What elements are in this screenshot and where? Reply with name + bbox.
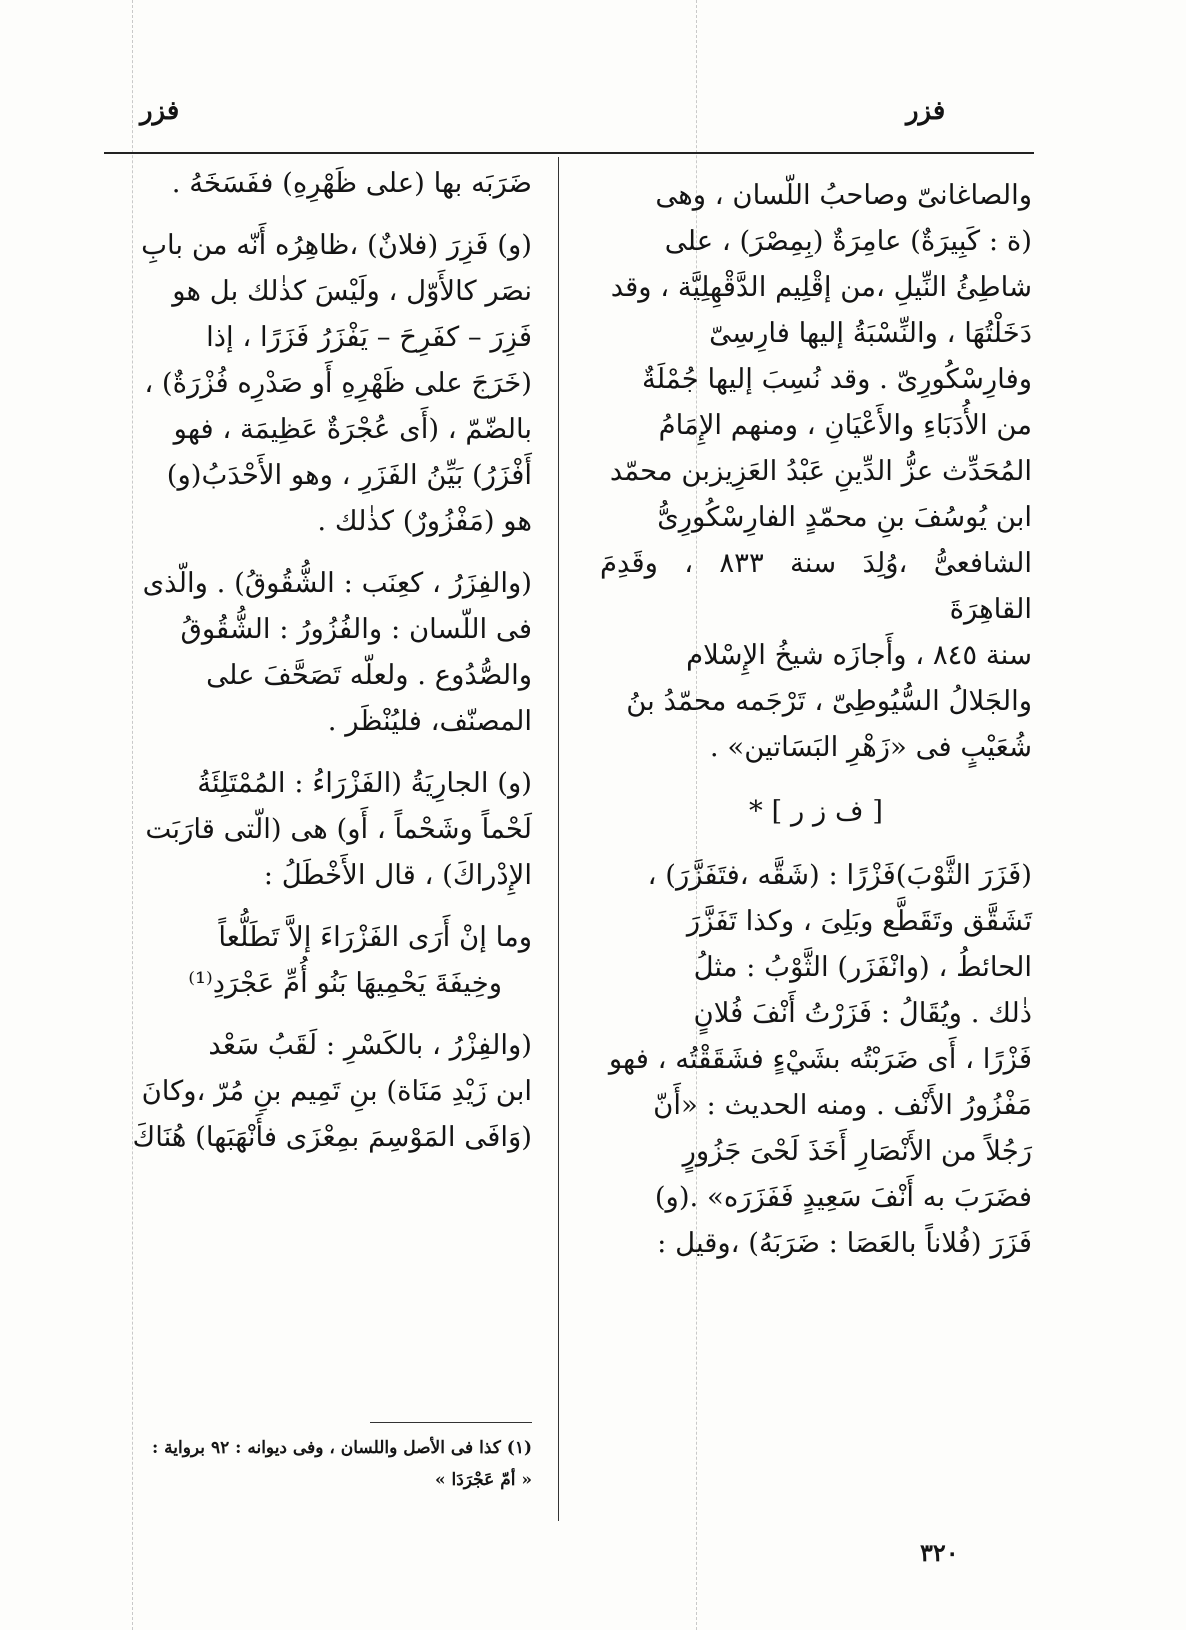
text-line: والصاغانىّ وصاحبُ اللّسان ، وهى xyxy=(655,179,1032,211)
right-column xyxy=(600,172,1032,1266)
text-line: (و) فَزِرَ (فلانٌ) ،ظاهِرُه أَنّه من بابِ xyxy=(141,229,532,261)
text-line: الإِدْراكَ) ، قال الأَخْطَلُ : xyxy=(263,859,532,891)
text-line: بالضّمّ ، (أَى عُجْرَةٌ عَظِيمَة ، فهو xyxy=(173,413,532,445)
entry-title: [ ف ز ر ] * xyxy=(749,795,883,827)
text-line: والصُّدُوع . ولعلّه تَصَحَّفَ على xyxy=(206,659,532,691)
paragraph-gap xyxy=(112,544,532,560)
text-line: (والفِزْرُ ، بالكَسْرِ : لَقَبُ سَعْد xyxy=(208,1029,532,1061)
poetry-verse-first: وما إنْ أَرَى الفَزْرَاءَ إلاَّ تَطَلُّعاً xyxy=(218,921,532,953)
text-line: المُحَدِّث عزُّ الدِّينِ عَبْدُ العَزِيزبن محمّد xyxy=(609,455,1032,487)
header-right-word: فزر xyxy=(906,96,946,126)
poetry-verse-second: وخِيفَةَ يَحْمِيهَا بَنُو أُمِّ عَجْرَدِ⁽¹⁾ xyxy=(188,967,502,999)
page-number: ٣٢٠ xyxy=(920,1538,959,1567)
text-line: فَزْرًا ، أَى ضَرَبْتُه بشَيْءٍ فشَقَقْتُه ، فهو xyxy=(608,1043,1032,1075)
text-line: ابن زَيْدِ مَنَاة) بنِ تَمِيم بنِ مُرّ ،وكانَ xyxy=(141,1075,532,1107)
text-line: (ة : كَبِيرَةٌ) عامِرَةٌ (بِمِصْرَ) ، على xyxy=(664,225,1032,257)
paragraph-gap xyxy=(112,206,532,222)
text-line: من الأُدَبَاءِ والأَعْيَانِ ، ومنهم الإِمَامُ xyxy=(658,409,1032,441)
header-rule xyxy=(104,152,1034,154)
text-line: وفارِسْكُورِىّ . وقد نُسِبَ إليها جُمْلَةٌ xyxy=(642,363,1032,395)
left-column xyxy=(112,160,532,1160)
text-line: نصَر كالأَوّل ، ولَيْسَ كذٰلك بل هو xyxy=(172,275,532,307)
text-line: (وَافَى المَوْسِمَ بمِعْزَى فأَنْهَبَها) هُنَاكَ xyxy=(132,1121,532,1153)
text-line: فى اللّسان : والفُزُورُ : الشُّقُوقُ xyxy=(180,613,532,645)
text-line: (والفِزَرُ ، كعِنَب : الشُّقُوقُ) . والّذى xyxy=(142,567,532,599)
text-line: سنة ٨٤٥ ، وأَجازَه شيخُ الإِسْلام xyxy=(686,639,1032,671)
text-line: أَفْزَرُ) بَيِّنُ الفَزَرِ ، وهو الأَحْدَبُ(و) xyxy=(166,459,532,491)
text-line: (و) الجارِيَةُ (الفَزْرَاءُ : المُمْتَلِئَةُ xyxy=(197,767,532,799)
text-line: (فَزَرَ الثَّوْبَ)فَزْرًا : (شَقَّه ،فتَفَزَّرَ) ، xyxy=(647,859,1032,891)
text-line: شاطِئُ النِّيلِ ،من إقْلِيم الدَّقْهِلِيَّة ، وقد xyxy=(610,271,1032,303)
text-line: المصنّف، فليُنْظَر . xyxy=(327,705,532,737)
paragraph-gap xyxy=(112,898,532,914)
text-line: (خَرَجَ على ظَهْرِهِ أَو صَدْرِه فُزْرَةٌ) ، xyxy=(144,367,532,399)
paragraph-gap xyxy=(112,1006,532,1022)
header-left-word: فزر xyxy=(140,96,180,126)
text-line: دَخَلْتُهَا ، والنِّسْبَةُ إليها فارِسِىّ xyxy=(709,317,1032,349)
text-line: لَحْماً وشَحْماً ، أَو) هى (الّتى قارَبَت xyxy=(145,813,532,845)
text-line: ضَرَبَه بها (على ظَهْرِهِ) ففَسَخَهُ . xyxy=(171,167,532,199)
text-line: الشافعىُّ ،وُلِدَ سنة ٨٣٣ ، وقَدِمَ القاهِرَةَ xyxy=(600,547,1032,625)
text-line: فَزَرَ (فُلاناً بالعَصَا : ضَرَبَهُ) ،وقيل : xyxy=(657,1227,1032,1259)
text-line: مَفْزُورُ الأَنْف . ومنه الحديث : «أَنّ xyxy=(653,1089,1032,1121)
text-line: شُعَيْبٍ فى «زَهْرِ البَسَاتين» . xyxy=(709,731,1032,763)
text-line: والجَلالُ السُّيُوطِىّ ، تَرْجَمه محمّدُ بنُ xyxy=(626,685,1032,717)
text-line: ابن يُوسُفَ بنِ محمّدٍ الفارِسْكُورِىُّ xyxy=(657,501,1032,533)
footnote-line: « أمّ عَجْرَدَا » xyxy=(434,1470,532,1490)
text-line: فَزِرَ – كفَرِحَ – يَفْزَرُ فَزَرًا ، إذا xyxy=(206,321,532,353)
text-line: الحائطُ ، (وانْفَزَر) الثَّوْبُ : مثلُ xyxy=(693,951,1032,983)
footnote xyxy=(112,1432,532,1496)
text-line: هو (مَفْزُورٌ) كذٰلك . xyxy=(317,505,532,537)
footnote-rule xyxy=(370,1422,532,1423)
text-line: رَجُلاً من الأَنْصَارِ أَخَذَ لَحْىَ جَزُورٍ xyxy=(682,1135,1032,1167)
text-line: ذٰلك . ويُقَالُ : فَزَرْتُ أَنْفَ فُلانٍ xyxy=(693,997,1032,1029)
text-line: تَشَقَّق وتَقَطَّع وبَلِىَ ، وكذا تَفَزَّرَ xyxy=(686,905,1032,937)
text-line: فضَرَبَ به أَنْفَ سَعِيدٍ فَفَزَرَه» .(و) xyxy=(654,1181,1032,1213)
paragraph-gap xyxy=(112,744,532,760)
footnote-line: (١) كذا فى الأصل واللسان ، وفى ديوانه : ٩٢ برواية : xyxy=(151,1438,532,1458)
column-divider xyxy=(558,157,559,1521)
